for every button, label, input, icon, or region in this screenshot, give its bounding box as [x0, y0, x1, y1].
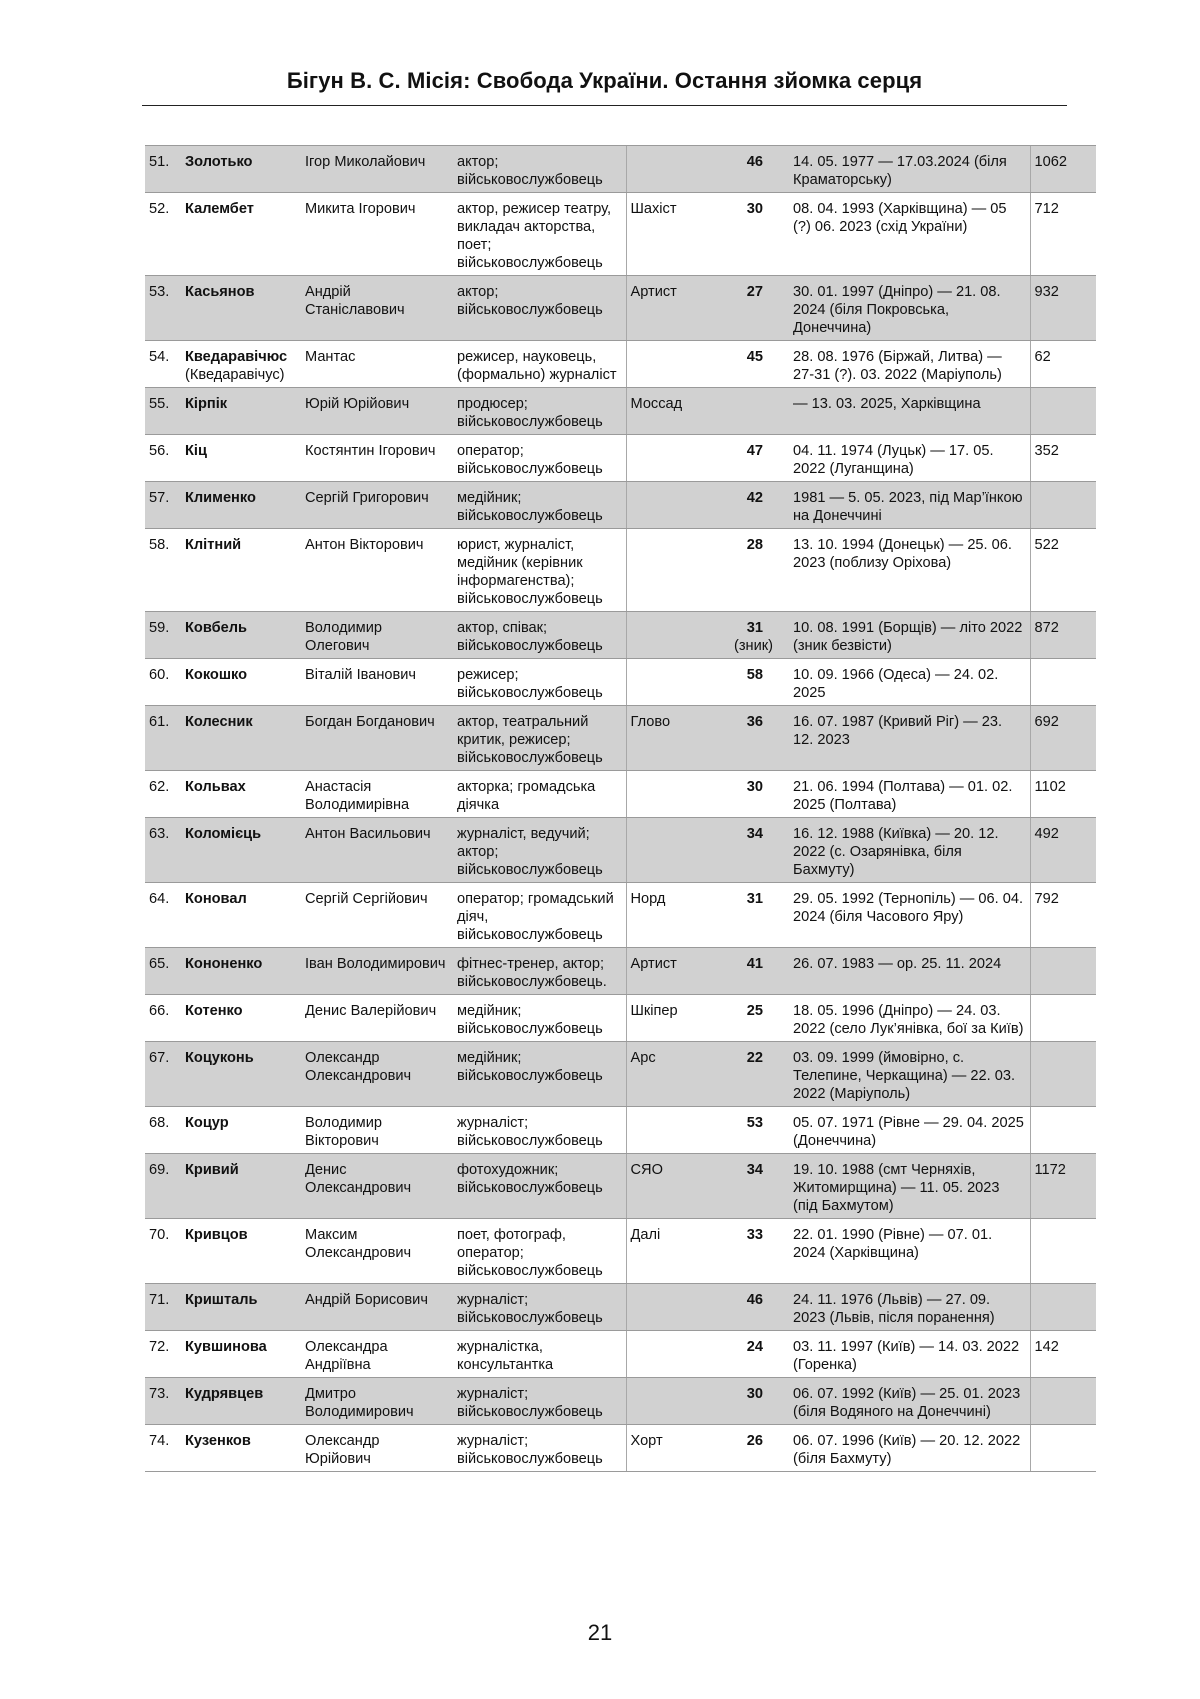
table-row [145, 612, 1096, 659]
dates-cell: 29. 05. 1992 (Тернопіль) — 06. 04. 2024 (біля Часового Яру) [783, 883, 1030, 948]
row-number: 60. [145, 659, 181, 706]
age-value: 46 [746, 154, 763, 170]
table-row [145, 435, 1096, 482]
given-name-cell: Анастасія Володимирівна [301, 771, 453, 818]
registry-table-body [145, 146, 1096, 1472]
surname-text: Касьянов [185, 284, 255, 300]
reference-number-cell: 352 [1030, 435, 1096, 482]
surname-cell [181, 1042, 301, 1107]
surname-cell [181, 1107, 301, 1154]
age-value: 45 [746, 349, 763, 365]
surname-text: Кривий [185, 1162, 239, 1178]
callsign-cell: Арс [626, 1042, 718, 1107]
callsign-cell [626, 146, 718, 193]
surname-cell [181, 482, 301, 529]
row-number: 51. [145, 146, 181, 193]
occupation-cell: медійник; військовослужбовець [453, 482, 626, 529]
dates-cell: 05. 07. 1971 (Рівне — 29. 04. 2025 (Донеччина) [783, 1107, 1030, 1154]
age-cell [718, 388, 783, 435]
row-number: 54. [145, 341, 181, 388]
dates-cell: 18. 05. 1996 (Дніпро) — 24. 03. 2022 (село Лук’янівка, бої за Київ) [783, 995, 1030, 1042]
callsign-cell [626, 818, 718, 883]
occupation-cell: поет, фотограф, оператор; військовослужбовець [453, 1219, 626, 1284]
given-name-cell: Олександр Олександрович [301, 1042, 453, 1107]
table-row [145, 1042, 1096, 1107]
occupation-cell: актор, співак; військовослужбовець [453, 612, 626, 659]
dates-cell: 06. 07. 1992 (Київ) — 25. 01. 2023 (біля Водяного на Донеччині) [783, 1378, 1030, 1425]
surname-text: Калембет [185, 201, 254, 217]
surname-cell [181, 276, 301, 341]
row-number: 58. [145, 529, 181, 612]
surname-cell [181, 1425, 301, 1472]
surname-cell [181, 1154, 301, 1219]
reference-number-cell: 62 [1030, 341, 1096, 388]
age-value: 46 [746, 1292, 763, 1308]
reference-number-cell: 1062 [1030, 146, 1096, 193]
row-number: 56. [145, 435, 181, 482]
callsign-cell [626, 1284, 718, 1331]
row-number: 68. [145, 1107, 181, 1154]
occupation-cell: актор, театральний критик, режисер; військовослужбовець [453, 706, 626, 771]
surname-text: Котенко [185, 1003, 243, 1019]
given-name-cell: Андрій Станіславович [301, 276, 453, 341]
table-row [145, 883, 1096, 948]
given-name-cell: Сергій Сергійович [301, 883, 453, 948]
age-cell [718, 341, 783, 388]
occupation-cell: медійник; військовослужбовець [453, 1042, 626, 1107]
age-cell [718, 771, 783, 818]
age-cell [718, 818, 783, 883]
surname-cell [181, 146, 301, 193]
dates-cell: — 13. 03. 2025, Харківщина [783, 388, 1030, 435]
dates-cell: 24. 11. 1976 (Львів) — 27. 09. 2023 (Львів, після поранення) [783, 1284, 1030, 1331]
age-value: 30 [746, 201, 763, 217]
occupation-cell: журналіст; військовослужбовець [453, 1378, 626, 1425]
row-number: 57. [145, 482, 181, 529]
surname-text: Колесник [185, 714, 253, 730]
age-cell [718, 1219, 783, 1284]
age-cell [718, 1378, 783, 1425]
reference-number-cell [1030, 995, 1096, 1042]
surname-text: Ковбель [185, 620, 247, 636]
surname-text: Кувшинова [185, 1339, 267, 1355]
row-number: 66. [145, 995, 181, 1042]
reference-number-cell: 142 [1030, 1331, 1096, 1378]
surname-text: Кришталь [185, 1292, 258, 1308]
surname-alternate: (Кведаравічус) [185, 367, 285, 383]
surname-cell [181, 706, 301, 771]
given-name-cell: Антон Васильович [301, 818, 453, 883]
given-name-cell: Денис Валерійович [301, 995, 453, 1042]
occupation-cell: журналіст, ведучий; актор; військовослужбовець [453, 818, 626, 883]
surname-cell [181, 883, 301, 948]
callsign-cell [626, 529, 718, 612]
given-name-cell: Олександра Андріївна [301, 1331, 453, 1378]
surname-cell [181, 1284, 301, 1331]
occupation-cell: режисер, науковець, (формально) журналіст [453, 341, 626, 388]
row-number: 62. [145, 771, 181, 818]
age-value: 30 [746, 1386, 763, 1402]
age-cell [718, 435, 783, 482]
surname-cell [181, 818, 301, 883]
given-name-cell: Максим Олександрович [301, 1219, 453, 1284]
table-row [145, 771, 1096, 818]
surname-text: Коцур [185, 1115, 229, 1131]
row-number: 63. [145, 818, 181, 883]
row-number: 55. [145, 388, 181, 435]
reference-number-cell: 872 [1030, 612, 1096, 659]
surname-cell [181, 771, 301, 818]
page-number: 21 [587, 1620, 613, 1645]
dates-cell: 06. 07. 1996 (Київ) — 20. 12. 2022 (біля Бахмуту) [783, 1425, 1030, 1472]
dates-cell: 03. 09. 1999 (ймовірно, с. Телепине, Черкащина) — 22. 03. 2022 (Маріуполь) [783, 1042, 1030, 1107]
dates-cell: 28. 08. 1976 (Біржай, Литва) — 27-31 (?). 03. 2022 (Маріуполь) [783, 341, 1030, 388]
age-value: 41 [746, 956, 763, 972]
callsign-cell [626, 659, 718, 706]
row-number: 67. [145, 1042, 181, 1107]
callsign-cell: Далі [626, 1219, 718, 1284]
table-row [145, 995, 1096, 1042]
given-name-cell: Сергій Григорович [301, 482, 453, 529]
callsign-cell [626, 1331, 718, 1378]
age-cell [718, 948, 783, 995]
given-name-cell: Костянтин Ігорович [301, 435, 453, 482]
table-row [145, 1331, 1096, 1378]
occupation-cell: журналістка, консультантка [453, 1331, 626, 1378]
reference-number-cell: 932 [1030, 276, 1096, 341]
given-name-cell: Мантас [301, 341, 453, 388]
reference-number-cell [1030, 1284, 1096, 1331]
page-header-title: Бігун В. С. Місія: Свобода України. Остання зйомка серця [286, 68, 923, 93]
dates-cell: 03. 11. 1997 (Київ) — 14. 03. 2022 (Горенка) [783, 1331, 1030, 1378]
dates-cell: 1981 — 5. 05. 2023, під Мар’їнкою на Донеччині [783, 482, 1030, 529]
row-number: 53. [145, 276, 181, 341]
age-cell [718, 995, 783, 1042]
reference-number-cell: 692 [1030, 706, 1096, 771]
given-name-cell: Віталій Іванович [301, 659, 453, 706]
occupation-cell: оператор; громадський діяч, військовослужбовець [453, 883, 626, 948]
given-name-cell: Ігор Миколайович [301, 146, 453, 193]
surname-text: Коцуконь [185, 1050, 254, 1066]
age-note: (зник) [733, 638, 773, 654]
surname-text: Кведаравічюс [185, 349, 288, 365]
reference-number-cell: 1172 [1030, 1154, 1096, 1219]
dates-cell: 26. 07. 1983 — ор. 25. 11. 2024 [783, 948, 1030, 995]
callsign-cell: Моссад [626, 388, 718, 435]
dates-cell: 14. 05. 1977 — 17.03.2024 (біля Краматорську) [783, 146, 1030, 193]
surname-text: Кокошко [185, 667, 248, 683]
row-number: 73. [145, 1378, 181, 1425]
surname-text: Кудрявцев [185, 1386, 264, 1402]
row-number: 65. [145, 948, 181, 995]
given-name-cell: Микита Ігорович [301, 193, 453, 276]
surname-text: Кривцов [185, 1227, 248, 1243]
given-name-cell: Антон Вікторович [301, 529, 453, 612]
table-row [145, 529, 1096, 612]
age-value: 34 [746, 1162, 763, 1178]
surname-cell [181, 1219, 301, 1284]
callsign-cell [626, 771, 718, 818]
surname-cell [181, 1378, 301, 1425]
surname-cell [181, 435, 301, 482]
age-cell [718, 1154, 783, 1219]
age-value: 22 [746, 1050, 763, 1066]
given-name-cell: Олександр Юрійович [301, 1425, 453, 1472]
callsign-cell [626, 341, 718, 388]
occupation-cell: журналіст; військовослужбовець [453, 1425, 626, 1472]
occupation-cell: актор, режисер театру, викладач акторства, поет; військовослужбовець [453, 193, 626, 276]
dates-cell: 21. 06. 1994 (Полтава) — 01. 02. 2025 (Полтава) [783, 771, 1030, 818]
occupation-cell: актор; військовослужбовець [453, 276, 626, 341]
given-name-cell: Денис Олександрович [301, 1154, 453, 1219]
table-row [145, 1378, 1096, 1425]
given-name-cell: Дмитро Володимирович [301, 1378, 453, 1425]
row-number: 59. [145, 612, 181, 659]
dates-cell: 16. 12. 1988 (Київка) — 20. 12. 2022 (с. Озарянівка, біля Бахмуту) [783, 818, 1030, 883]
reference-number-cell: 522 [1030, 529, 1096, 612]
reference-number-cell: 492 [1030, 818, 1096, 883]
surname-text: Кіц [185, 443, 207, 459]
age-cell [718, 1284, 783, 1331]
surname-text: Кононенко [185, 956, 263, 972]
row-number: 69. [145, 1154, 181, 1219]
occupation-cell: оператор; військовослужбовець [453, 435, 626, 482]
table-row [145, 706, 1096, 771]
surname-cell [181, 1331, 301, 1378]
age-value: 25 [746, 1003, 763, 1019]
age-value: 31 [746, 620, 763, 636]
callsign-cell: СЯО [626, 1154, 718, 1219]
table-row [145, 818, 1096, 883]
callsign-cell [626, 1378, 718, 1425]
callsign-cell: Артист [626, 276, 718, 341]
age-value: 31 [746, 891, 763, 907]
age-value: 33 [746, 1227, 763, 1243]
given-name-cell: Володимир Олегович [301, 612, 453, 659]
reference-number-cell [1030, 659, 1096, 706]
row-number: 61. [145, 706, 181, 771]
occupation-cell: актор; військовослужбовець [453, 146, 626, 193]
surname-cell [181, 341, 301, 388]
callsign-cell: Глово [626, 706, 718, 771]
given-name-cell: Богдан Богданович [301, 706, 453, 771]
reference-number-cell [1030, 388, 1096, 435]
age-value: 34 [746, 826, 763, 842]
reference-number-cell [1030, 482, 1096, 529]
surname-text: Кольвах [185, 779, 246, 795]
dates-cell: 10. 09. 1966 (Одеса) — 24. 02. 2025 [783, 659, 1030, 706]
given-name-cell: Іван Володимирович [301, 948, 453, 995]
table-row [145, 1425, 1096, 1472]
dates-cell: 10. 08. 1991 (Борщів) — літо 2022 (зник безвісти) [783, 612, 1030, 659]
age-cell [718, 612, 783, 659]
age-cell [718, 1042, 783, 1107]
table-row [145, 1107, 1096, 1154]
age-value: 28 [746, 537, 763, 553]
given-name-cell: Андрій Борисович [301, 1284, 453, 1331]
table-row [145, 341, 1096, 388]
occupation-cell: юрист, журналіст, медійник (керівник інформагенства); військовослужбовець [453, 529, 626, 612]
row-number: 52. [145, 193, 181, 276]
reference-number-cell [1030, 1378, 1096, 1425]
surname-text: Клітний [185, 537, 242, 553]
callsign-cell [626, 435, 718, 482]
reference-number-cell: 712 [1030, 193, 1096, 276]
age-cell [718, 193, 783, 276]
surname-text: Коновал [185, 891, 247, 907]
occupation-cell: фітнес-тренер, актор; військовослужбовець. [453, 948, 626, 995]
occupation-cell: режисер; військовослужбовець [453, 659, 626, 706]
given-name-cell: Володимир Вікторович [301, 1107, 453, 1154]
age-cell [718, 529, 783, 612]
age-cell [718, 482, 783, 529]
age-cell [718, 1425, 783, 1472]
row-number: 64. [145, 883, 181, 948]
surname-text: Кірпік [185, 396, 228, 412]
callsign-cell: Артист [626, 948, 718, 995]
dates-cell: 04. 11. 1974 (Луцьк) — 17. 05. 2022 (Луганщина) [783, 435, 1030, 482]
age-cell [718, 706, 783, 771]
reference-number-cell: 1102 [1030, 771, 1096, 818]
age-cell [718, 276, 783, 341]
age-cell [718, 883, 783, 948]
callsign-cell [626, 612, 718, 659]
surname-cell [181, 193, 301, 276]
registry-table [145, 145, 1096, 1472]
surname-text: Золотько [185, 154, 253, 170]
surname-text: Клименко [185, 490, 256, 506]
occupation-cell: журналіст; військовослужбовець [453, 1284, 626, 1331]
table-row [145, 1284, 1096, 1331]
age-value: 47 [746, 443, 763, 459]
dates-cell: 08. 04. 1993 (Харківщина) — 05 (?) 06. 2023 (схід України) [783, 193, 1030, 276]
callsign-cell: Шахіст [626, 193, 718, 276]
reference-number-cell: 792 [1030, 883, 1096, 948]
age-value: 58 [746, 667, 763, 683]
surname-text: Коломієць [185, 826, 262, 842]
callsign-cell: Хорт [626, 1425, 718, 1472]
table-row [145, 948, 1096, 995]
row-number: 74. [145, 1425, 181, 1472]
occupation-cell: фотохудожник; військовослужбовець [453, 1154, 626, 1219]
callsign-cell: Норд [626, 883, 718, 948]
age-value: 42 [746, 490, 763, 506]
table-row [145, 388, 1096, 435]
age-cell [718, 1107, 783, 1154]
occupation-cell: медійник; військовослужбовець [453, 995, 626, 1042]
surname-cell [181, 995, 301, 1042]
reference-number-cell [1030, 1107, 1096, 1154]
occupation-cell: продюсер; військовослужбовець [453, 388, 626, 435]
callsign-cell: Шкіпер [626, 995, 718, 1042]
age-cell [718, 146, 783, 193]
surname-cell [181, 529, 301, 612]
age-value: 53 [746, 1115, 763, 1131]
surname-text: Кузенков [185, 1433, 251, 1449]
dates-cell: 16. 07. 1987 (Кривий Ріг) — 23. 12. 2023 [783, 706, 1030, 771]
table-row [145, 146, 1096, 193]
age-value: 36 [746, 714, 763, 730]
surname-cell [181, 659, 301, 706]
row-number: 71. [145, 1284, 181, 1331]
table-row [145, 193, 1096, 276]
occupation-cell: журналіст; військовослужбовець [453, 1107, 626, 1154]
row-number: 72. [145, 1331, 181, 1378]
reference-number-cell [1030, 1425, 1096, 1472]
age-cell [718, 659, 783, 706]
callsign-cell [626, 1107, 718, 1154]
dates-cell: 19. 10. 1988 (смт Черняхів, Житомирщина) — 11. 05. 2023 (під Бахмутом) [783, 1154, 1030, 1219]
dates-cell: 22. 01. 1990 (Рівне) — 07. 01. 2024 (Харківщина) [783, 1219, 1030, 1284]
given-name-cell: Юрій Юрійович [301, 388, 453, 435]
age-value: 24 [746, 1339, 763, 1355]
reference-number-cell [1030, 1042, 1096, 1107]
table-row [145, 276, 1096, 341]
occupation-cell: акторка; громадська діячка [453, 771, 626, 818]
age-value: 30 [746, 779, 763, 795]
dates-cell: 13. 10. 1994 (Донецьк) — 25. 06. 2023 (поблизу Оріхова) [783, 529, 1030, 612]
callsign-cell [626, 482, 718, 529]
row-number: 70. [145, 1219, 181, 1284]
age-value: 26 [746, 1433, 763, 1449]
surname-cell [181, 948, 301, 995]
reference-number-cell [1030, 1219, 1096, 1284]
age-value: 27 [746, 284, 763, 300]
reference-number-cell [1030, 948, 1096, 995]
age-cell [718, 1331, 783, 1378]
header-divider [142, 105, 1067, 106]
surname-cell [181, 612, 301, 659]
table-row [145, 482, 1096, 529]
dates-cell: 30. 01. 1997 (Дніпро) — 21. 08. 2024 (біля Покровська, Донеччина) [783, 276, 1030, 341]
table-row [145, 1154, 1096, 1219]
table-row [145, 1219, 1096, 1284]
table-row [145, 659, 1096, 706]
surname-cell [181, 388, 301, 435]
